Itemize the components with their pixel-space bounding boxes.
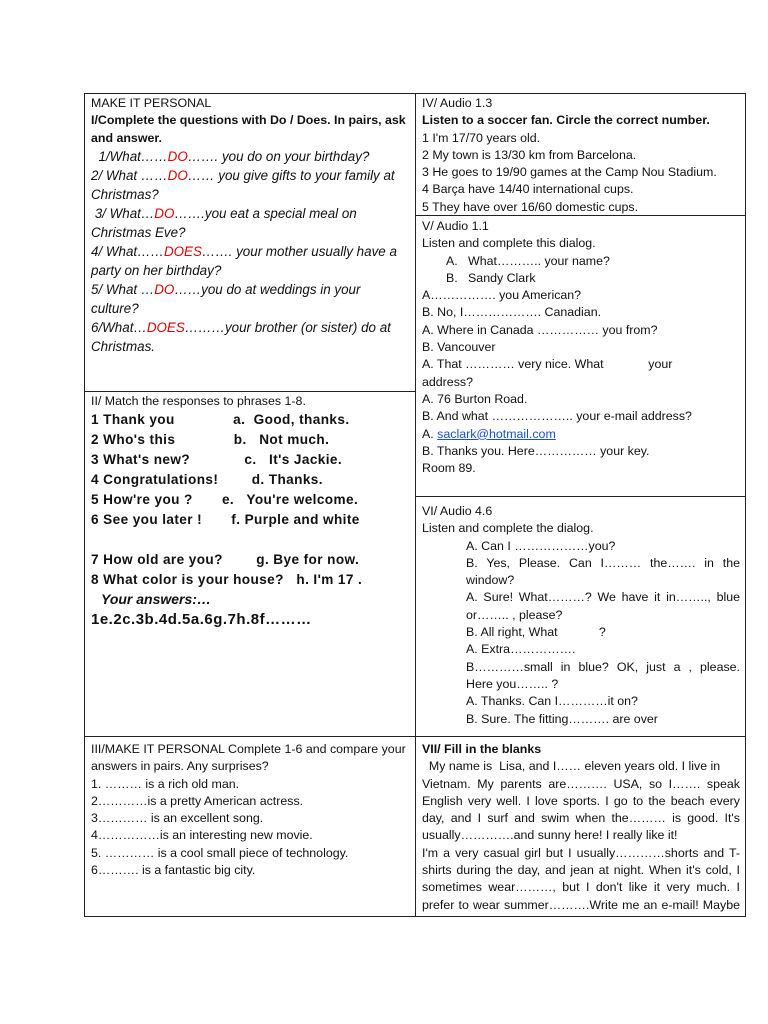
section-1-heading: MAKE IT PERSONAL (91, 96, 212, 110)
dialog-line: A. 76 Burton Road. (422, 391, 528, 406)
paragraph-line: usually………….and sunny here! I really like it! (422, 828, 678, 843)
dialog-line: B…………small in blue? OK, just a , please. (466, 659, 740, 674)
dialog-line: B. Vancouver (422, 340, 496, 355)
section-3-heading: III/MAKE IT PERSONAL Complete 1-6 and compare your answers in pairs. Any surprises? (91, 742, 406, 774)
section-3-list (91, 776, 410, 880)
paragraph-line: prefer to wear summer……….Write me an e-mail! Maybe (422, 897, 740, 912)
dialog-line: window? (466, 573, 515, 588)
list-item: 3………… is an excellent song. (91, 811, 264, 826)
list-item: 4 Barça have 14/40 international cups. (422, 182, 634, 197)
section-3-cell (84, 736, 416, 917)
question-prefix: 5/ What … (91, 281, 155, 297)
section-2-heading: II/ Match the responses to phrases 1-8. (91, 394, 306, 408)
dialog-line: A……………. you American? (422, 288, 582, 303)
section-1-questions (91, 147, 410, 356)
dialog-line: A. Thanks. Can I…………it on? (466, 694, 638, 709)
match-row: 8 What color is your house? h. I'm 17 . (91, 572, 363, 588)
section-1-instruction: I/Complete the questions with Do / Does. In pairs, ask and answer. (91, 113, 406, 145)
paragraph-line: day, and I surf and swim when the……… is good. It's (422, 811, 740, 826)
match-row: 5 How're you ? e. You're welcome. (91, 492, 359, 508)
list-item: 1 I'm 17/70 years old. (422, 130, 541, 145)
section-1-cell (84, 93, 416, 392)
question-3 (91, 204, 410, 242)
dialog-line: Here you…….. ? (466, 676, 559, 691)
section-6-instruction: Listen and complete the dialog. (422, 521, 594, 536)
match-row: 1 Thank you a. Good, thanks. (91, 412, 350, 428)
dialog-line: A. What……….. your name? (446, 253, 610, 268)
question-prefix: 1/What…… (91, 148, 168, 164)
question-suffix: …….you eat a special meal on Christmas Eve? (91, 205, 361, 240)
list-item: 3 He goes to 19/90 games at the Camp Nou Stadium. (422, 165, 717, 180)
dialog-line: B. Thanks you. Here…………… your key. (422, 443, 650, 458)
section-6-cell (415, 496, 746, 737)
paragraph-line: English very well. I love sports. I go to the beach every (422, 793, 740, 808)
question-prefix: 4/ What…… (91, 243, 164, 259)
question-1 (91, 147, 410, 166)
list-item: 1. ……… is a rich old man. (91, 776, 240, 791)
question-answer: DOES (163, 243, 202, 259)
dialog-line: A. Can I ………………you? (466, 538, 616, 553)
dialog-line: B. All right, What ? (466, 625, 606, 640)
question-suffix: …… you give gifts to your family at Christmas? (91, 167, 399, 202)
question-4 (91, 242, 410, 280)
dialog-line: B. Sure. The fitting………. are over (466, 711, 658, 726)
dialog-line: Room 89. (422, 461, 476, 476)
question-answer: DO (154, 205, 175, 221)
question-suffix: ……. your mother usually have a party on her birthday? (91, 243, 401, 278)
paragraph-line: shirts during the day, and jean at night. When it's cold, I (422, 863, 740, 878)
section-5-heading: V/ Audio 1.1 (422, 219, 489, 233)
question-6 (91, 318, 410, 356)
section-5-dialog-end (422, 443, 740, 478)
worksheet-table (84, 93, 746, 917)
email-prefix: A. (422, 426, 438, 441)
dialog-line: address? (422, 374, 473, 389)
section-7-heading: VII/ Fill in the blanks (422, 742, 542, 756)
section-4-instruction: Listen to a soccer fan. Circle the correct number. (422, 113, 710, 128)
paragraph-line: Vietnam. My parents are………. USA, so I……. speak (422, 776, 740, 791)
paragraph-line: My name is Lisa, and I…… eleven years old. I live in (422, 759, 721, 774)
section-2-match-list (91, 410, 410, 590)
question-prefix: 3/ What… (91, 205, 155, 221)
list-item: 5. ………… is a cool small piece of technology. (91, 845, 349, 860)
dialog-line: B. No, I………………. Canadian. (422, 305, 602, 320)
question-5 (91, 280, 410, 318)
section-7-cell (415, 736, 746, 917)
dialog-line: A. Extra……………. (466, 642, 576, 657)
section-5-instruction: Listen and complete this dialog. (422, 236, 596, 251)
email-line (422, 426, 740, 443)
dialog-line: B. Sandy Clark (446, 270, 536, 285)
dialog-line: B. And what ……………….. your e-mail address? (422, 409, 692, 424)
dialog-line: A. That ………… very nice. What your (422, 357, 673, 372)
email-link[interactable]: saclark@hotmail.com (437, 426, 556, 441)
section-4-cell (415, 93, 746, 216)
section-6-heading: VI/ Audio 4.6 (422, 504, 493, 518)
dialog-line: A. Where in Canada …………… you from? (422, 322, 658, 337)
question-answer: DO (154, 281, 175, 297)
section-5-cell (415, 215, 746, 497)
answers-label: Your answers:… (101, 591, 211, 608)
paragraph-line: sometimes wear………, but I don't like it very much. I (422, 880, 740, 895)
section-4-heading: IV/ Audio 1.3 (422, 96, 493, 110)
question-answer: DO (167, 167, 188, 183)
section-2-cell (84, 391, 416, 737)
question-answer: DO (167, 148, 188, 164)
question-prefix: 6/What… (91, 319, 147, 335)
match-row: 3 What's new? c. It's Jackie. (91, 452, 343, 468)
match-row: 2 Who's this b. Not much. (91, 432, 330, 448)
section-4-list (422, 130, 740, 216)
match-row: 4 Congratulations! d. Thanks. (91, 472, 323, 488)
dialog-line: A. Sure! What………? We have it in…….., blue (466, 590, 740, 605)
question-answer: DOES (146, 319, 185, 335)
match-row: 7 How old are you? g. Bye for now. (91, 552, 360, 568)
dialog-line: B. Yes, Please. Can I……… the……. in the (466, 555, 740, 570)
dialog-line: or…….. , please? (466, 607, 563, 622)
match-row (91, 530, 410, 550)
list-item: 6………. is a fantastic big city. (91, 863, 256, 878)
question-prefix: 2/ What …… (91, 167, 168, 183)
question-suffix: ………your brother (or sister) do at Christmas. (91, 319, 395, 354)
match-row: 6 See you later ! f. Purple and white (91, 512, 360, 528)
list-item: 5 They have over 16/60 domestic cups. (422, 199, 639, 214)
question-suffix: ……you do at weddings in your culture? (91, 281, 365, 316)
section-6-dialog (422, 538, 740, 728)
question-2 (91, 166, 410, 204)
list-item: 2 My town is 13/30 km from Barcelona. (422, 147, 637, 162)
answers-value: 1e.2c.3b.4d.5a.6g.7h.8f……… (91, 611, 312, 629)
paragraph-line: I'm a very casual girl but I usually…………shorts and T- (422, 845, 740, 860)
list-item: 2…………is a pretty American actress. (91, 793, 304, 808)
list-item: 4……………is an interesting new movie. (91, 828, 313, 843)
section-7-paragraph (422, 758, 740, 914)
question-suffix: ……. you do on your birthday? (187, 148, 370, 164)
section-5-dialog (422, 253, 740, 426)
